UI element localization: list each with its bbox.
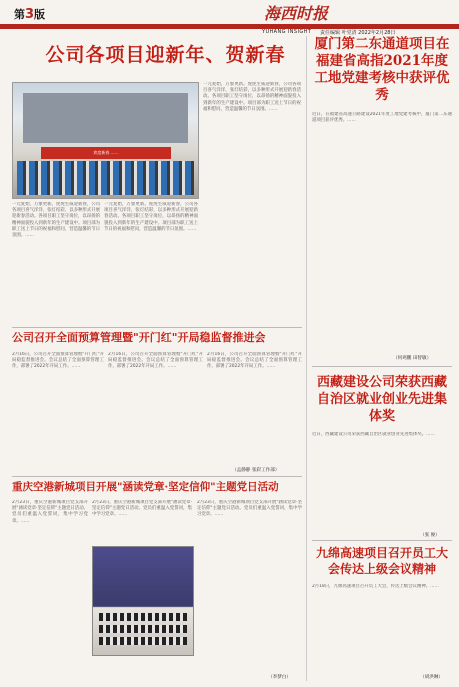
headline-right-bottom: 九绵高速项目召开员工大会传达上级会议精神 bbox=[315, 546, 448, 576]
photo-audience-row bbox=[99, 637, 187, 645]
article-body-left-bottom-col3: 2月23日，重庆空港新城项目党支部开展"涵读党章·坚定信仰"主题党日活动。党员们重温入党誓词，集中学习党章。…… bbox=[197, 500, 302, 518]
headline-main: 公司各项目迎新年、贺新春 bbox=[45, 44, 286, 66]
byline-left-mid: （孟静静 张彩工作部） bbox=[232, 468, 280, 473]
byline-left-bottom: （李梦白） bbox=[268, 675, 291, 680]
byline-right-mid: （张 俊） bbox=[420, 533, 440, 538]
page-number-value: 3 bbox=[25, 7, 35, 22]
column-divider bbox=[306, 36, 307, 681]
photo-banner: 欢度新春 …… bbox=[41, 147, 171, 159]
page-header bbox=[0, 0, 459, 38]
article-body-right-top: 近日，在福建省高速公路建设2021年度工地党建考核中，厦门第二东通道项目获评优秀。…… bbox=[312, 112, 452, 124]
byline-right-bottom: （胡洪琳） bbox=[420, 675, 443, 680]
article-body-left-mid: 2月16日，公司召开全面预算管理暨"开门红"开局稳监督推进会。会议总结了全面预算管理工作，部署了2022年开局工作。…… bbox=[12, 352, 104, 370]
masthead-english: YUHANG INSIGHT bbox=[262, 29, 312, 35]
photo-audience-row bbox=[99, 613, 187, 621]
photo-building bbox=[23, 93, 188, 143]
page-label: 第 bbox=[14, 8, 25, 21]
section-rule bbox=[12, 327, 302, 328]
headline-left-bottom: 重庆空港新城项目开展"涵读党章·坚定信仰"主题党日活动 bbox=[12, 481, 279, 493]
section-rule bbox=[312, 366, 452, 367]
edition-info: 责任编辑 叶党清 2022年2月28日 bbox=[320, 30, 396, 36]
photo-audience-row bbox=[99, 625, 187, 633]
article-body-col2: 一元复始，万象更新。虎虎生威迎新春，公司各项目喜气洋洋，张灯结彩，以多种形式开展迎新春活动。各项目职工坚守岗位，以昂扬的精神面貌投入到新年的生产建设中。项目部为职工送上节日的祝福和慰问，营造温馨的节日氛围。…… bbox=[104, 202, 198, 232]
page-suffix: 版 bbox=[34, 8, 46, 21]
article-body-left-bottom-col2: 2月23日，重庆空港新城项目党支部开展"涵读党章·坚定信仰"主题党日活动。党员们重温入党誓词，集中学习党章。…… bbox=[92, 500, 192, 518]
section-rule bbox=[12, 476, 302, 477]
headline-right-mid: 西藏建设公司荣获西藏自治区就业创业先进集体奖 bbox=[316, 375, 447, 424]
article-body-right-bottom: 2月18日，九绵高速项目召开员工大会，传达上级会议精神。…… bbox=[312, 584, 439, 589]
news-photo-meeting bbox=[92, 546, 194, 656]
headline-right-top: 厦门第二东通道项目在福建省高指2021年度工地党建考核中获评优秀 bbox=[314, 36, 450, 103]
article-body: 一元复始，万象更新。虎虎生威迎新春，公司各项目喜气洋洋，张灯结彩，以多种形式开展迎新春活动。各项目职工坚守岗位，以昂扬的精神面貌投入到新年的生产建设中。项目部为职工送上节日的祝福和慰问，营造温馨的节日氛围。…… bbox=[12, 202, 100, 239]
headline-left-mid: 公司召开全面预算管理暨"开门红"开局稳监督推进会 bbox=[12, 331, 266, 344]
page-number bbox=[14, 6, 45, 22]
article-body-right-mid: 近日，西藏建设公司荣获西藏自治区就业创业先进集体奖。…… bbox=[312, 432, 435, 437]
article-body-left-mid-col2: 2月16日，公司召开全面预算管理暨"开门红"开局稳监督推进会。会议总结了全面预算管理工作，部署了2022年开局工作。…… bbox=[108, 352, 203, 370]
byline-right-top: （何鸡鹏 田智敏） bbox=[393, 356, 432, 361]
article-body-col3: 一元复始，万象更新。虎虎生威迎新春，公司各项目喜气洋洋，张灯结彩，以多种形式开展迎新春活动。各项目职工坚守岗位，以昂扬的精神面貌投入到新年的生产建设中。项目部为职工送上节日的祝福和慰问，营造温馨的节日氛围。…… bbox=[203, 82, 301, 112]
masthead-logo: 海西时报 bbox=[264, 4, 329, 23]
article-body-left-mid-col3: 2月16日，公司召开全面预算管理暨"开门红"开局稳监督推进会。会议总结了全面预算管理工作，部署了2022年开局工作。…… bbox=[207, 352, 302, 370]
section-rule bbox=[312, 540, 452, 541]
photo-crowd bbox=[17, 161, 194, 195]
article-body-left-bottom: 2月23日，重庆空港新城项目党支部开展"涵读党章·坚定信仰"主题党日活动。党员们重温入党誓词，集中学习党章。…… bbox=[12, 500, 88, 524]
news-photo-group bbox=[12, 82, 199, 199]
